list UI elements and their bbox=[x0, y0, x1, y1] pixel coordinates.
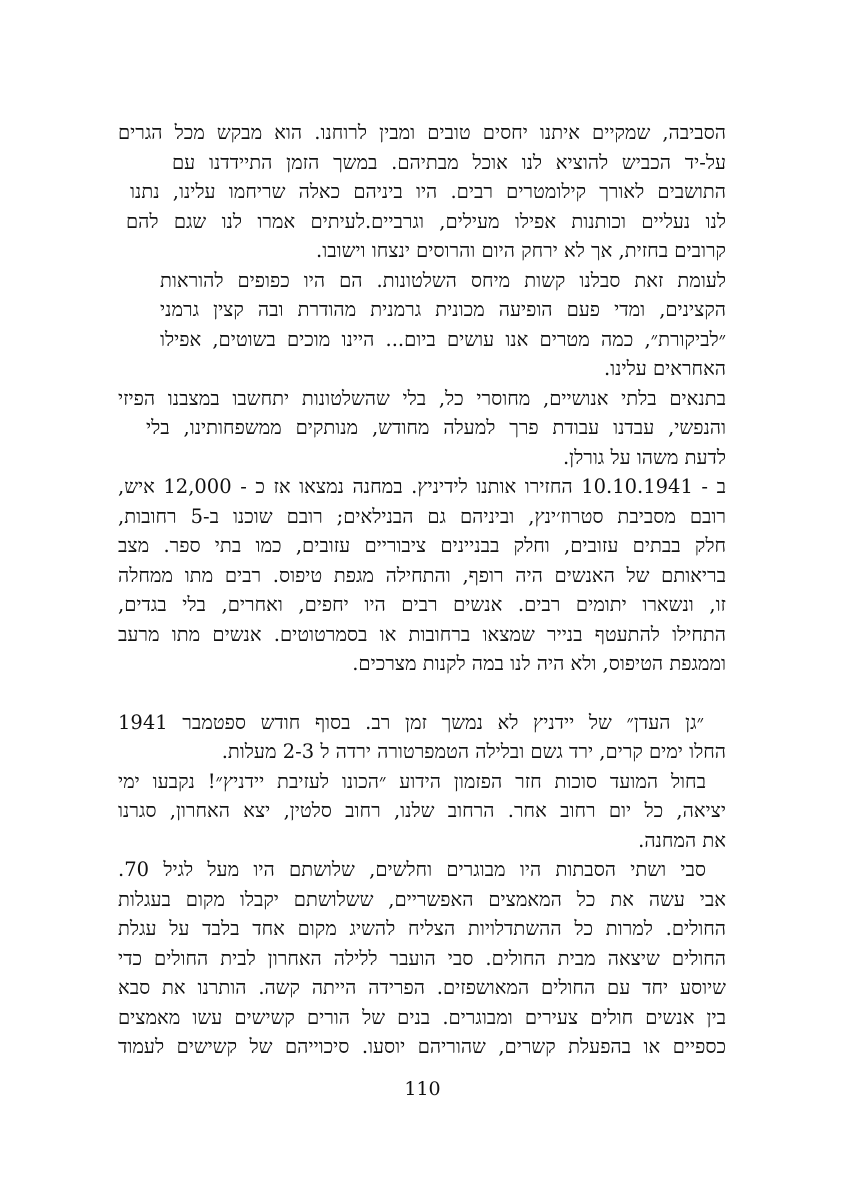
paragraph-1 bbox=[118, 118, 726, 266]
text-line: התושבים לאורך קילומטרים רבים. היו ביניהם כאלה שריחמו עלינו, נתנו bbox=[130, 180, 726, 203]
text-line: בריאותם של האנשים היה רופף, והתחילה מגפת טיפוס. רבים מתו ממחלה bbox=[118, 563, 726, 587]
text-line: התחילו להתעטף בנייר שמצאו ברחובות או בסמרטוטים. אנשים מתו מרעב bbox=[118, 622, 726, 646]
text-line: אבי עשה את כל המאמצים האפשריים, ששלושתם יקבלו מקום בעגלות bbox=[118, 887, 726, 911]
text-line: רובם מסביבת סטרוז׳ינץ, וביניהם גם הבנילאים; רובם שוכנו ב-5 רחובות, bbox=[118, 504, 726, 528]
text-line: החולים שיצאה מבית החולים. סבי הועבר ללילה האחרון לבית החולים כדי bbox=[118, 946, 726, 970]
text-line: ב - 10.10.1941 החזירו אותנו לידיניץ. במחנה נמצאו אז כ - 12,000 איש, bbox=[118, 475, 726, 498]
text-line: ״לביקורת״, כמה מטרים אנו עושים ביום... היינו מוכים בשוטים, אפילו bbox=[160, 327, 726, 351]
paragraph-4 bbox=[118, 472, 726, 679]
paragraph-2 bbox=[118, 266, 726, 384]
text-line: קרובים בחזית, אך לא ירחק היום והרוסים ינצחו וישובו. bbox=[316, 239, 726, 262]
text-line: והנפשי, עבדנו עבודת פרך למעלה מחודש, מנותקים ממשפחותינו, בלי bbox=[146, 416, 726, 439]
text-line: על-יד הכביש להוציא לנו אוכל מבתיהם. במשך הזמן התיידדנו עם bbox=[172, 150, 726, 174]
text-line: הסביבה, שמקיים איתנו יחסים טובים ומבין לרוחנו. הוא מבקש מכל הגרים bbox=[118, 121, 726, 144]
text-line: וממגפת הטיפוס, ולא היה לנו במה לקנות מצרכים. bbox=[352, 652, 726, 675]
text-line: החולים. למרות כל ההשתדלויות הצליח להשיג מקום אחד בלבד על עגלת bbox=[118, 917, 726, 940]
text-line: חלק בבתים עזובים, וחלק בבניינים ציבוריים עזובים, כמו בתי ספר. מצב bbox=[118, 534, 726, 557]
text-line: הקצינים, ומדי פעם הופיעה מכונית גרמנית מהודרת ובה קצין גרמני bbox=[160, 298, 726, 321]
text-line: זו, ונשארו יתומים רבים. אנשים רבים היו יחפים, ואחרים, בלי בגדים, bbox=[118, 593, 726, 616]
text-line: לנו נעליים וכותנות אפילו מעילים, וגרביים.לעיתים אמרו לנו שגם להם bbox=[126, 209, 726, 233]
text-line: את המחנה. bbox=[638, 828, 726, 852]
paragraph-5 bbox=[118, 708, 726, 767]
paragraph-6 bbox=[118, 767, 726, 856]
page-number: 110 bbox=[404, 1078, 441, 1100]
text-line: יציאה, כל יום רחוב אחר. הרחוב שלנו, רחוב סלטין, יצא האחרון, סגרנו bbox=[118, 799, 726, 822]
text-line: לדעת משהו על גורלן. bbox=[562, 445, 726, 469]
text-line: שיוסע יחד עם החולים המאושפזים. הפרידה הייתה קשה. הותרנו את סבא bbox=[118, 976, 726, 999]
text-line: החלו ימים קרים, ירד גשם ובלילה הטמפרטורה ירדה ל 2-3 מעלות. bbox=[221, 740, 726, 763]
text-line: לעומת זאת סבלנו קשות מיחס השלטונות. הם היו כפופים להוראות bbox=[160, 268, 726, 292]
paragraph-3 bbox=[118, 384, 726, 473]
paragraph-7 bbox=[118, 855, 726, 1062]
text-line: בחול המועד סוכות חזר הפזמון הידוע ״הכונו לעזיבת יידניץ״! נקבעו ימי bbox=[118, 769, 706, 793]
text-line: כספיים או בהפעלת קשרים, שהוריהם יוסעו. סיכוייהם של קשישים לעמוד bbox=[118, 1035, 726, 1058]
text-line: האחראים עלינו. bbox=[603, 357, 726, 380]
document-body bbox=[118, 118, 726, 1062]
text-line: בין אנשים חולים צעירים ומבוגרים. בנים של הורים קשישים עשו מאמצים bbox=[118, 1005, 726, 1029]
text-line: סבי ושתי הסבתות היו מבוגרים וחלשים, שלושתם היו מעל לגיל 70. bbox=[118, 858, 706, 881]
paragraph-spacer bbox=[118, 679, 726, 708]
text-line: בתנאים בלתי אנושיים, מחוסרי כל, בלי שהשלטונות יתחשבו במצבנו הפיזי bbox=[118, 386, 726, 410]
text-line: ״גן העדן״ של יידניץ לא נמשך זמן רב. בסוף חודש ספטמבר 1941 bbox=[118, 710, 704, 734]
